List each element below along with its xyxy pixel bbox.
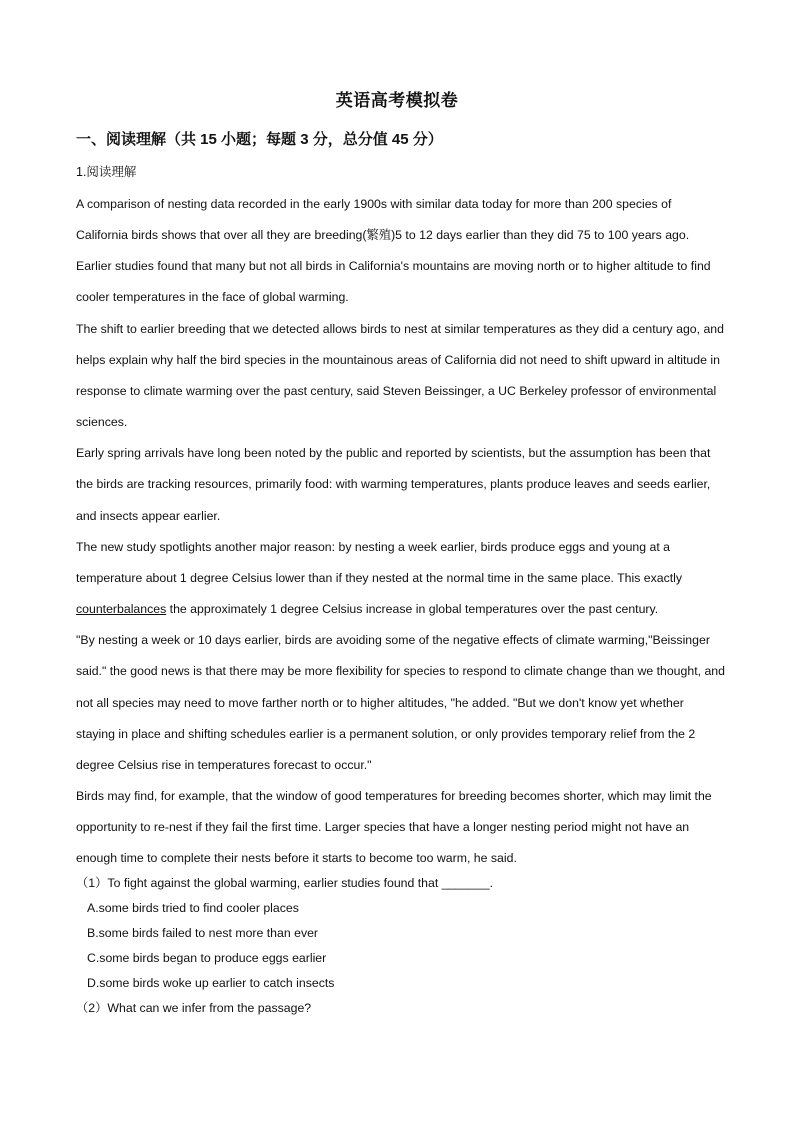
passage-paragraph-5: "By nesting a week or 10 days earlier, birds are avoiding some of the negative effects of climate warming,"Beissinger said." the good news is that there may be more flexibility for species to respond to climate change than we thought, and not all species may need to move farther north or to higher altitudes, "he added. "But we don't know yet whether staying in place and shifting schedules earlier is a permanent solution, or only provides temporary relief from the 2 degree Celsius rise in temperatures forecast to occur." [76, 633, 725, 772]
reading-passage [76, 189, 726, 874]
passage-paragraph-6: Birds may find, for example, that the window of good temperatures for breeding becomes shorter, which may limit the opportunity to re-nest if they fail the first time. Larger species that have a longer nesting period might not have an enough time to complete their nests before it starts to become too warm, he said. [76, 788, 712, 866]
answer-option-c: C.some birds began to produce eggs earlier [87, 951, 327, 965]
question-list [76, 871, 726, 1021]
paragraph-4-text-before: The new study spotlights another major reason: by nesting a week earlier, birds produce eggs and young at a temperature about 1 degree Celsius lower than if they nested at the normal time in the same place. This exactly [76, 539, 683, 585]
answer-option-d: D.some birds woke up earlier to catch insects [87, 976, 335, 990]
sub-heading: 1.阅读理解 [76, 165, 137, 179]
question-stem: （2）What can we infer from the passage? [76, 1001, 312, 1015]
question-stem: （1）To fight against the global warming, earlier studies found that _______. [76, 876, 493, 890]
question-2 [76, 996, 726, 1021]
passage-paragraph-4 [76, 532, 726, 625]
answer-option-b: B.some birds failed to nest more than ever [87, 926, 319, 940]
underlined-word: counterbalances [76, 602, 167, 617]
section-heading: 一、阅读理解（共 15 小题；每题 3 分，总分值 45 分） [76, 131, 443, 148]
question-1 [76, 871, 726, 996]
answer-option-a: A.some birds tried to find cooler places [87, 901, 299, 915]
passage-paragraph-2: The shift to earlier breeding that we detected allows birds to nest at similar temperatures as they did a century ago, and helps explain why half the bird species in the mountainous areas of California did not need to shift upward in altitude in response to climate warming over the past century, said Steven Beissinger, a UC Berkeley professor of environmental sciences. [76, 321, 724, 430]
paragraph-4-text-after: the approximately 1 degree Celsius increase in global temperatures over the past century. [166, 602, 659, 617]
exam-title: 英语高考模拟卷 [335, 91, 459, 110]
passage-paragraph-3: Early spring arrivals have long been noted by the public and reported by scientists, but the assumption has been that the birds are tracking resources, primarily food: with warming temperatures, plants produce leaves and seeds earlier, and insects appear earlier. [76, 446, 711, 523]
passage-paragraph-1: A comparison of nesting data recorded in the early 1900s with similar data today for more than 200 species of California birds shows that over all they are breeding(繁殖)5 to 12 days earlier than they did 75 to 100 years ago. Earlier studies found that many but not all birds in California's mountains are moving north or to higher altitude to find cooler temperatures in the face of global warming. [76, 197, 711, 305]
